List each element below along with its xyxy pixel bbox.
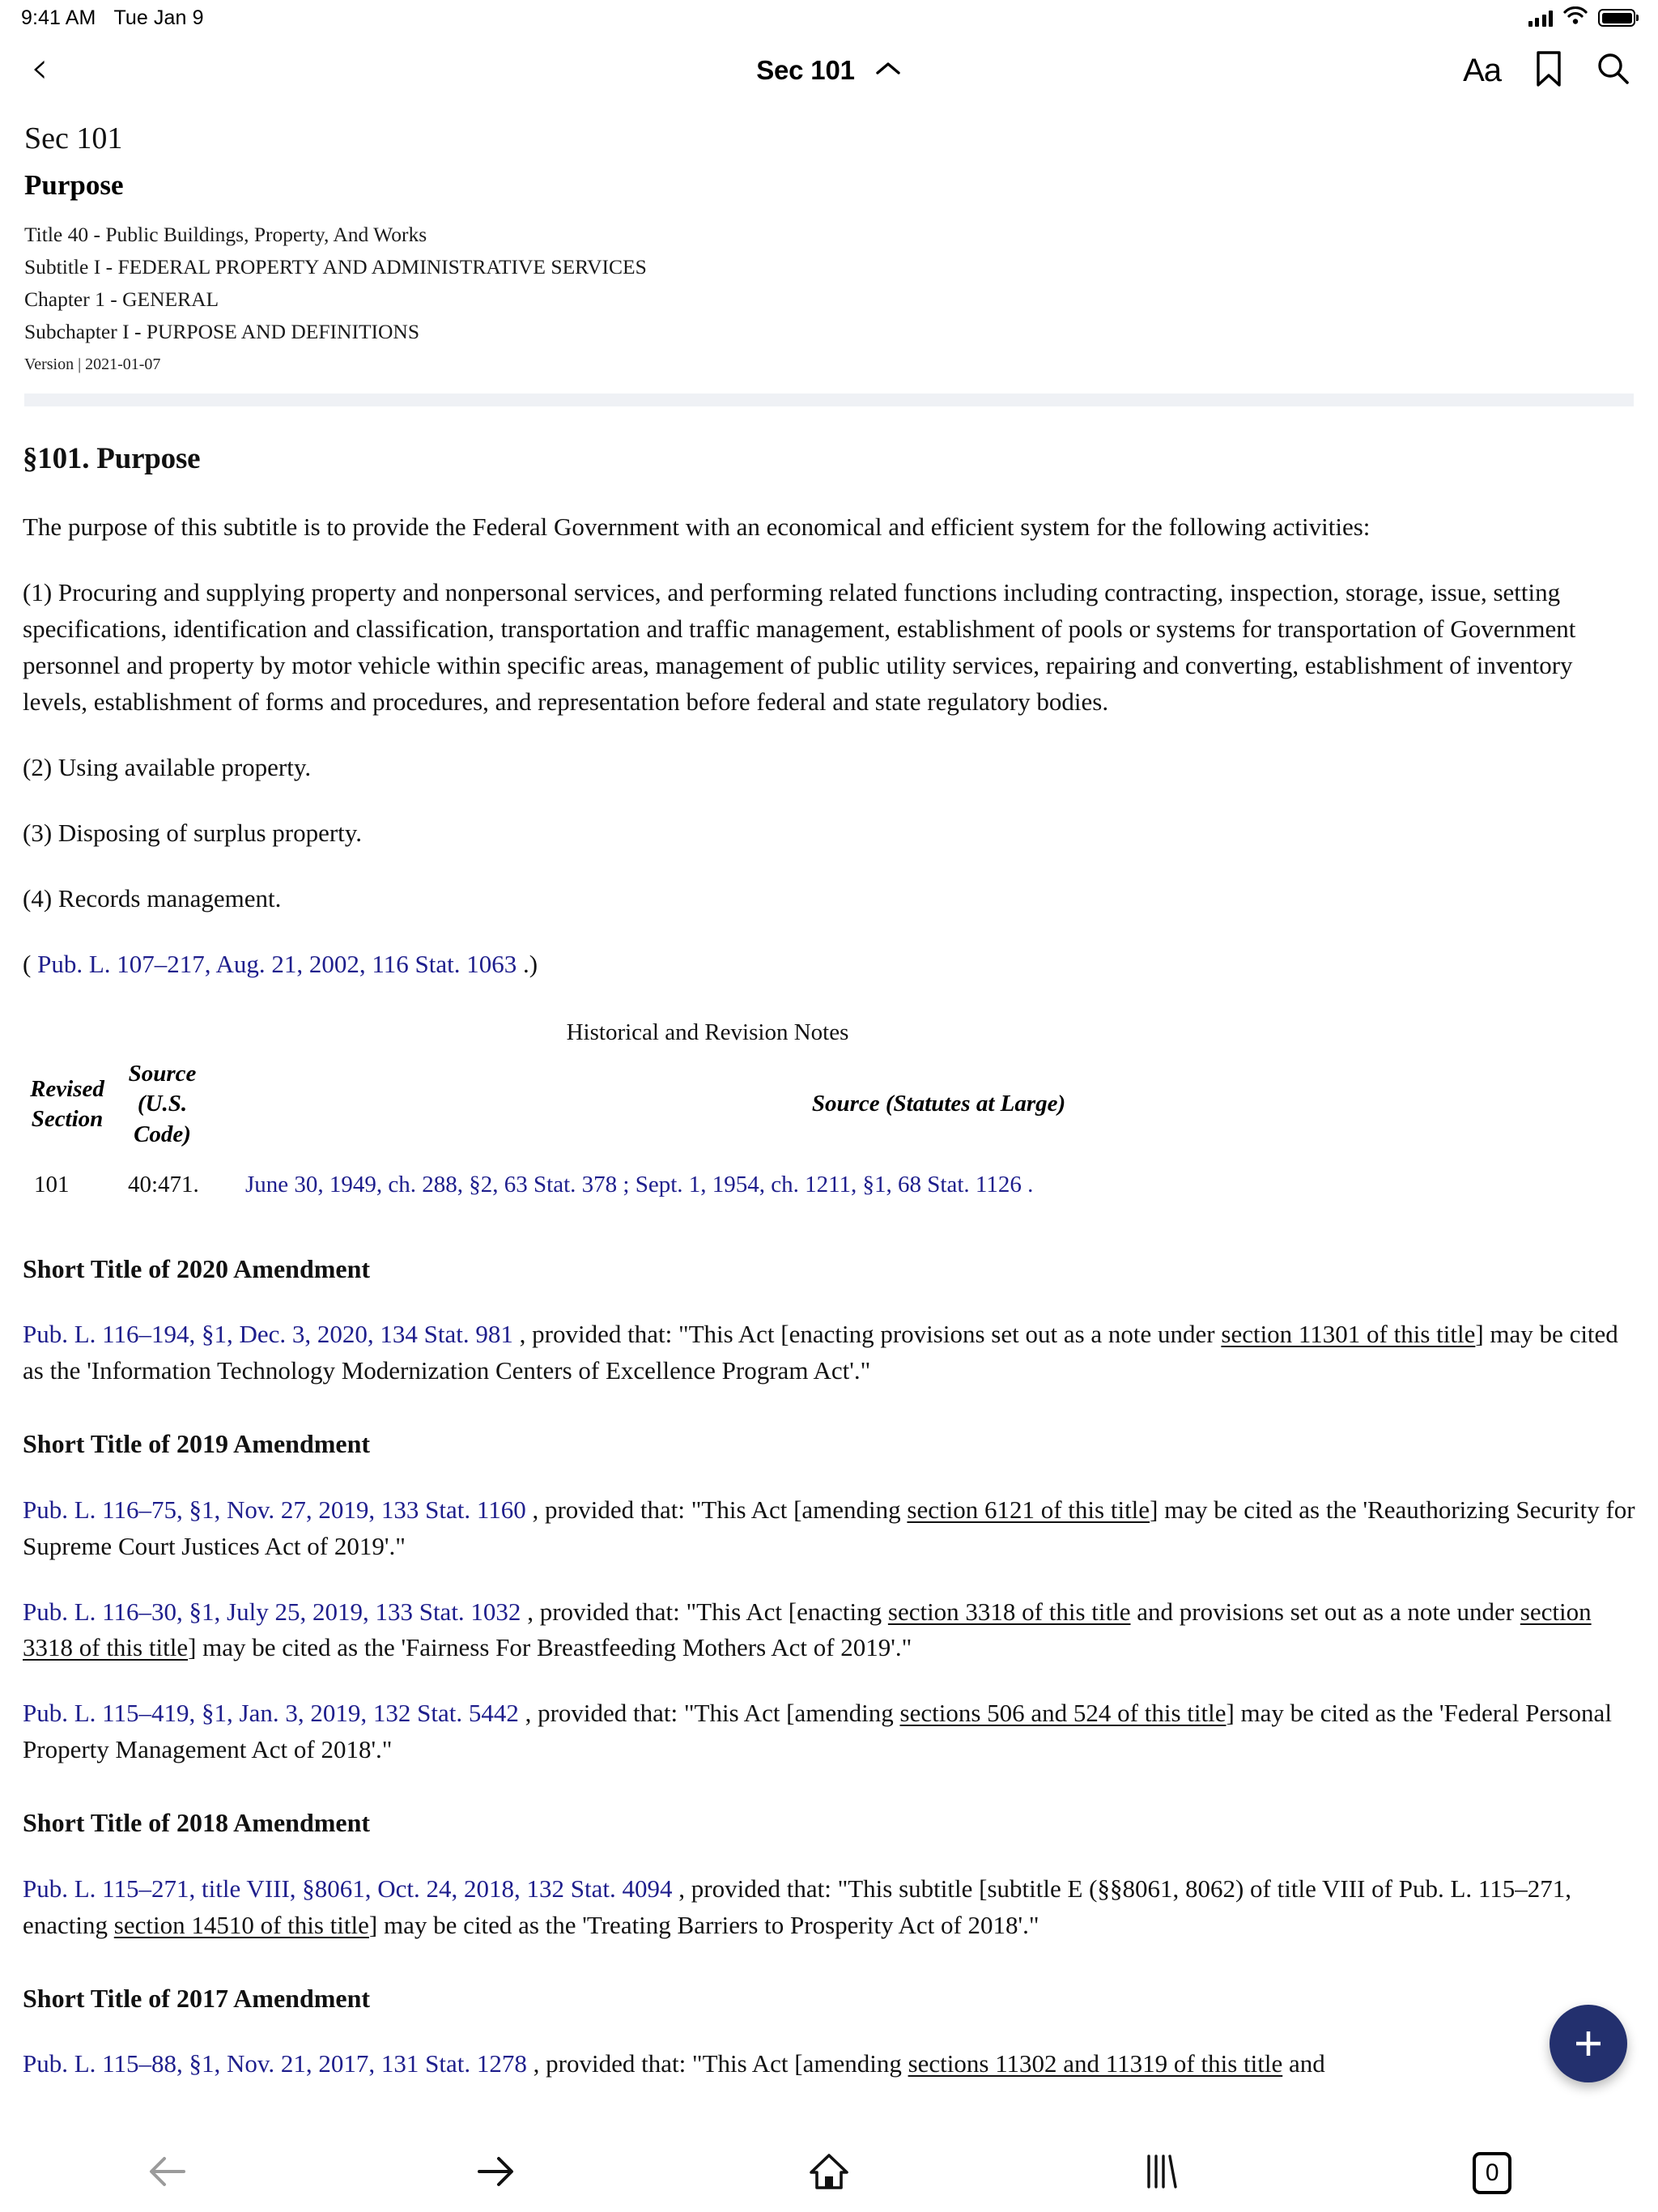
notes-caption: Historical and Revision Notes (566, 1019, 849, 1045)
arrow-right-icon (474, 2154, 520, 2193)
section-reference-link[interactable]: section 14510 of this title (113, 1910, 369, 1939)
document-header (0, 105, 1658, 374)
amendment-link[interactable]: Pub. L. 116–75, §1, Nov. 27, 2019, 133 Stat. 1160 (23, 1495, 526, 1524)
amendment-entry (23, 1317, 1635, 1389)
list-item: (2) Using available property. (23, 752, 312, 781)
amendment-heading: Short Title of 2019 Amendment (23, 1429, 371, 1459)
status-bar (0, 0, 1658, 36)
table-row (23, 1155, 1635, 1214)
breadcrumb-subchapter: Subchapter I - PURPOSE AND DEFINITIONS (24, 320, 420, 344)
document-body (0, 437, 1658, 2082)
plus-icon (1568, 2023, 1609, 2064)
status-bar-right (1528, 6, 1636, 30)
font-size-icon[interactable]: Aa (1463, 53, 1501, 88)
amendment-text: , provided that: "This subtitle [subtitle E (§§8061, 8062) of title VIII of Pub. L. 115–271, enacting (23, 1874, 1571, 1939)
intro-paragraph: The purpose of this subtitle is to provide the Federal Government with an economical and efficient system for the following activities: (23, 513, 1371, 542)
amendment-text: , provided that: "This Act [enacting (521, 1597, 888, 1626)
amendment-text: , provided that: "This Act [amending (525, 1495, 908, 1524)
tabs-button[interactable] (1326, 2134, 1658, 2212)
column-header-source-statutes: Source (Statutes at Large) (811, 1091, 1066, 1117)
amendment-entry (23, 2046, 1635, 2082)
column-header-source-us-code: Source (U.S. Code) (128, 1060, 197, 1148)
citation-close-paren: .) (517, 949, 538, 978)
doc-section-label: Sec 101 (24, 121, 123, 155)
cell-source-statutes[interactable]: June 30, 1949, ch. 288, §2, 63 Stat. 378 ; Sept. 1, 1954, ch. 1211, §1, 68 Stat. 1126 . (245, 1171, 1034, 1197)
chevron-up-icon[interactable] (874, 60, 902, 82)
home-button[interactable] (663, 2134, 995, 2212)
nav-actions (1463, 50, 1630, 91)
section-reference-link[interactable]: sections 11302 and 11319 of this title (908, 2048, 1283, 2078)
cell-revised-section: 101 (34, 1171, 70, 1197)
list-item: (1) Procuring and supplying property and nonpersonal services, and performing related functions including contracting, inspection, storage, issue, setting specifications, identification and classification, transportation and traffic management, establishment of pools or systems for transportation of Government personnel and property by motor vehicle within specific areas, management of public utility services, repairing and converting, establishment of inventory levels, establishment of forms and procedures, and representation before federal and state regulatory bodies. (23, 578, 1576, 717)
amendment-link[interactable]: Pub. L. 115–88, §1, Nov. 21, 2017, 131 Stat. 1278 (23, 2048, 527, 2078)
amendment-text: ] may be cited as the 'Reauthorizing Security for Supreme Court Justices Act of 2019'." (23, 1495, 1635, 1560)
breadcrumb-subtitle: Subtitle I - FEDERAL PROPERTY AND ADMINISTRATIVE SERVICES (24, 254, 647, 279)
status-bar-left (21, 6, 204, 30)
section-reference-link[interactable]: section 11301 of this title (1221, 1320, 1476, 1349)
page-title: Sec 101 (756, 55, 855, 85)
historical-revision-notes-table (23, 1054, 1635, 1214)
amendment-link[interactable]: Pub. L. 116–30, §1, July 25, 2019, 133 Stat. 1032 (23, 1597, 521, 1626)
amendment-text: and (1282, 2048, 1325, 2078)
citation-link[interactable]: Pub. L. 107–217, Aug. 21, 2002, 116 Stat. 1063 (37, 949, 517, 978)
amendment-entry (23, 1695, 1635, 1768)
amendment-link[interactable]: Pub. L. 115–419, §1, Jan. 3, 2019, 132 Stat. 5442 (23, 1699, 519, 1728)
nav-title-group (0, 55, 1658, 86)
forward-button[interactable] (332, 2134, 664, 2212)
amendment-entry (23, 1594, 1635, 1667)
list-item: (3) Disposing of surplus property. (23, 818, 363, 847)
amendment-text: ] may be cited as the 'Fairness For Breastfeeding Mothers Act of 2019'." (188, 1633, 912, 1662)
tab-count-icon (1473, 2152, 1511, 2194)
amendment-text: ] may be cited as the 'Federal Personal Property Management Act of 2018'." (23, 1699, 1612, 1764)
amendment-text: , provided that: "This Act [amending (526, 2048, 908, 2078)
amendment-text: , provided that: "This Act [amending (518, 1699, 900, 1728)
breadcrumb-title: Title 40 - Public Buildings, Property, And Works (24, 222, 427, 246)
back-button[interactable] (0, 2134, 332, 2212)
arrow-left-icon (143, 2154, 189, 2193)
amendment-entry (23, 1492, 1635, 1565)
doc-version: Version | 2021-01-07 (24, 355, 161, 373)
header-divider (24, 393, 1634, 406)
amendment-heading: Short Title of 2018 Amendment (23, 1808, 371, 1838)
home-icon (808, 2151, 850, 2196)
list-item: (4) Records management. (23, 883, 282, 912)
battery-full-icon (1598, 9, 1635, 27)
column-header-revised-section: Revised Section (30, 1075, 104, 1133)
amendment-heading: Short Title of 2020 Amendment (23, 1253, 371, 1283)
amendment-text: and provisions set out as a note under (1130, 1597, 1520, 1626)
amendment-text: ] may be cited as the 'Information Technology Modernization Centers of Excellence Program Act'." (23, 1320, 1618, 1385)
tab-count-label: 0 (1485, 2159, 1499, 2186)
section-reference-link[interactable]: section 3318 of this title (23, 1597, 1592, 1662)
section-reference-link[interactable]: sections 506 and 524 of this title (899, 1699, 1226, 1728)
section-reference-link[interactable]: section 3318 of this title (887, 1597, 1131, 1626)
bottom-toolbar (0, 2134, 1658, 2212)
add-floating-action-button[interactable] (1550, 2005, 1627, 2082)
cell-source-us-code: 40:471. (128, 1171, 199, 1197)
bookmarks-button[interactable] (995, 2134, 1327, 2212)
chevron-left-icon[interactable]: ‹ (31, 42, 49, 93)
breadcrumb-chapter: Chapter 1 - GENERAL (24, 287, 219, 312)
amendment-link[interactable]: Pub. L. 116–194, §1, Dec. 3, 2020, 134 Stat. 981 (23, 1320, 513, 1349)
citation-open-paren: ( (23, 949, 38, 978)
bookmark-icon[interactable] (1535, 50, 1562, 91)
amendment-text: , provided that: "This Act [enacting provisions set out as a note under (512, 1320, 1222, 1349)
amendment-link[interactable]: Pub. L. 115–271, title VIII, §8061, Oct. 24, 2018, 132 Stat. 4094 (23, 1874, 673, 1903)
signal-bars-icon (1528, 10, 1554, 27)
status-time: 9:41 AM (21, 6, 96, 29)
section-heading: §101. Purpose (23, 441, 201, 475)
wifi-icon (1563, 6, 1588, 30)
breadcrumb (24, 219, 1634, 349)
content-fade-mask (0, 2115, 1658, 2134)
doc-subtitle: Purpose (24, 168, 124, 201)
table-header-row (23, 1054, 1635, 1155)
amendment-heading: Short Title of 2017 Amendment (23, 1983, 371, 2013)
search-icon[interactable] (1596, 52, 1630, 90)
amendment-text: ] may be cited as the 'Treating Barriers to Prosperity Act of 2018'." (368, 1910, 1039, 1939)
section-reference-link[interactable]: section 6121 of this title (907, 1495, 1150, 1524)
navigation-bar (0, 36, 1658, 105)
status-date: Tue Jan 9 (113, 6, 204, 29)
statute-citation (23, 946, 1635, 983)
bookmarks-icon (1141, 2151, 1180, 2196)
amendment-entry (23, 1871, 1635, 1944)
